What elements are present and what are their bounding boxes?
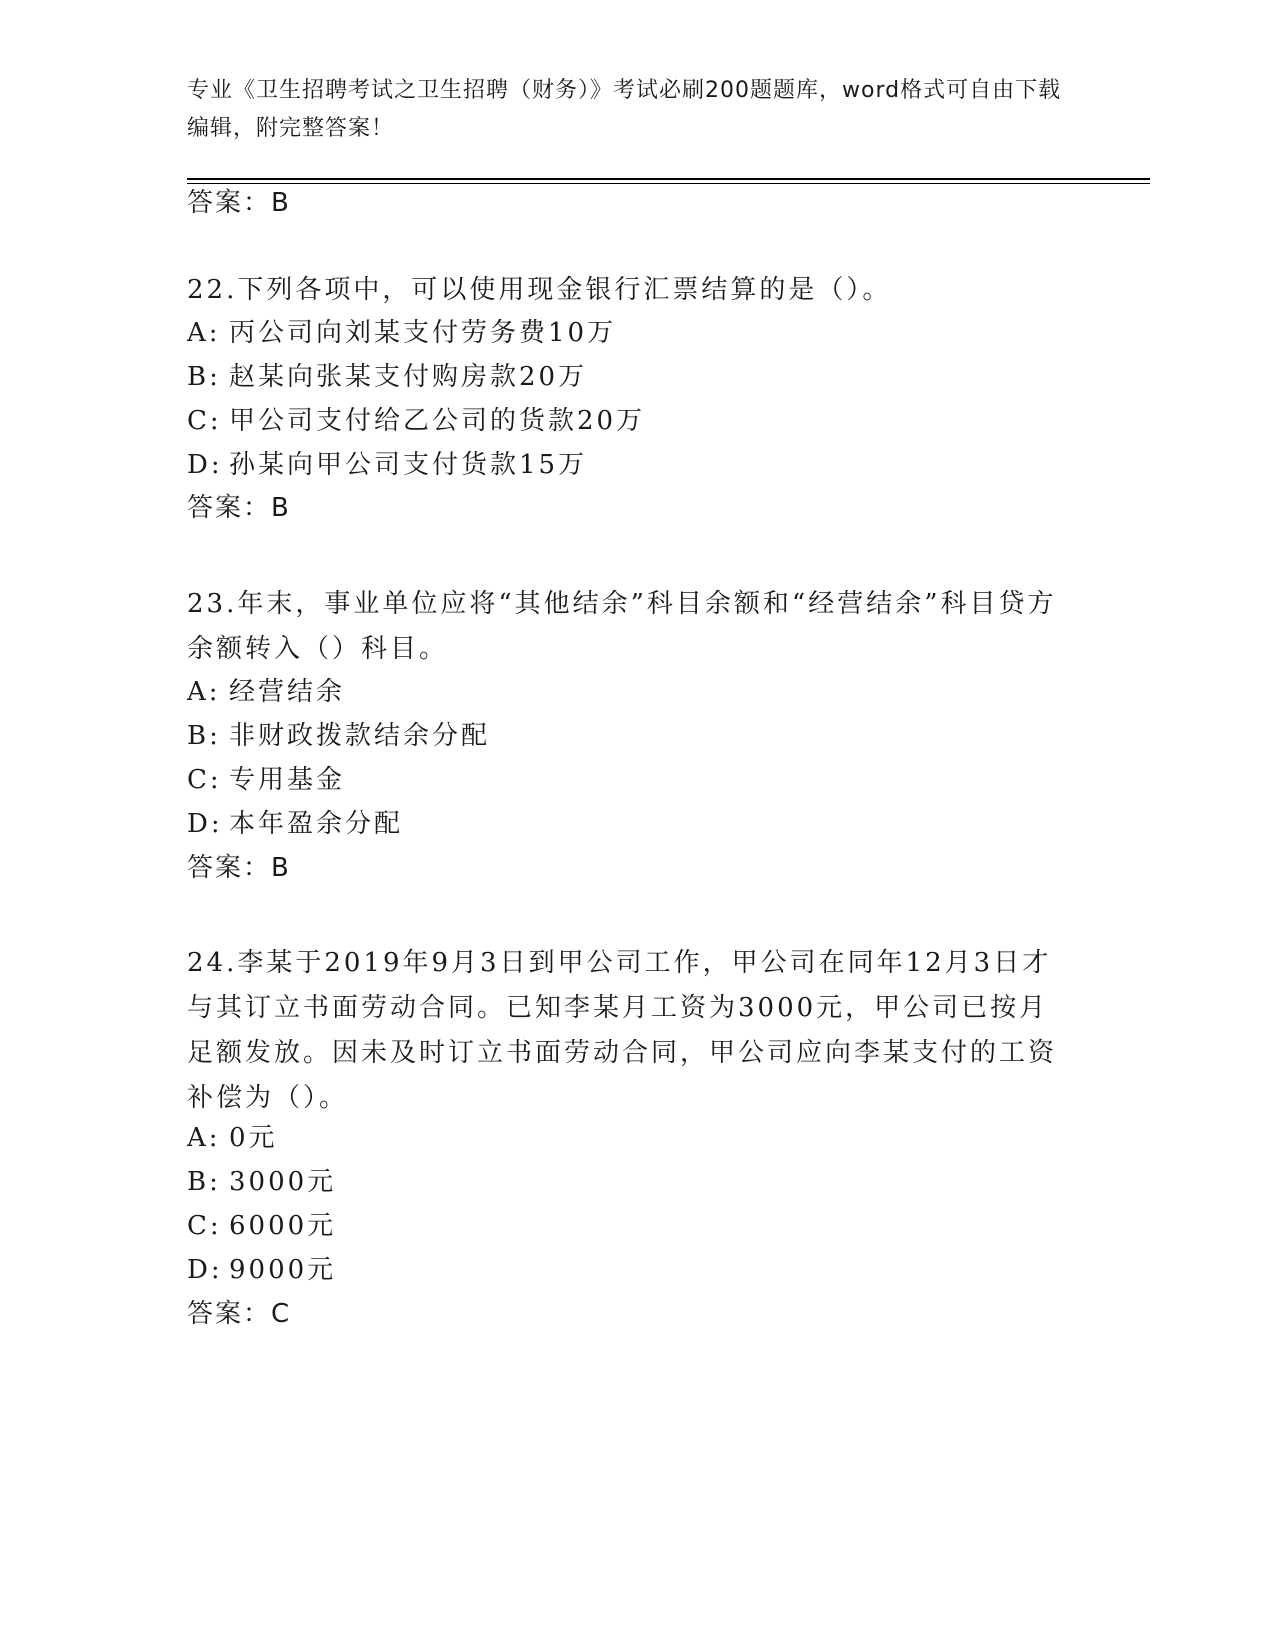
question-22-answer: 答案：B [187, 493, 291, 523]
question-24-stem: 24.李某于2019年9月3日到甲公司工作，甲公司在同年12月3日才与其订立书面劳动合同。已知李某月工资为3000元，甲公司已按月足额发放。因未及时订立书面劳动合同，甲公司应向李某支付的工资补偿为（）。 [187, 948, 1058, 1113]
question-23-answer: 答案：B [187, 853, 291, 883]
document-header: 专业《卫生招聘考试之卫生招聘（财务）》考试必刷200题题库，word格式可自由下载编辑，附完整答案！ [187, 78, 1062, 141]
question-24-option-a [187, 1121, 278, 1155]
option-letter: A: [187, 1123, 221, 1153]
option-letter: B: [187, 721, 221, 751]
option-text: 本年盈余分配 [229, 809, 404, 839]
option-text: 9000元 [229, 1255, 337, 1285]
option-text: 专用基金 [229, 765, 346, 795]
header-divider-thin [187, 183, 1150, 184]
option-text: 赵某向张某支付购房款20万 [229, 362, 588, 392]
option-text: 3000元 [229, 1167, 337, 1197]
option-letter: C: [187, 765, 222, 795]
question-22-option-b [187, 360, 587, 394]
question-24-option-d [187, 1253, 336, 1287]
option-letter: D: [187, 809, 223, 839]
question-23-stem: 23.年末，事业单位应将“其他结余”科目余额和“经营结余”科目贷方余额转入（）科目。 [187, 589, 1057, 664]
question-22-option-a [187, 316, 616, 350]
option-letter: D: [187, 1255, 223, 1285]
question-24-answer: 答案：C [187, 1299, 292, 1329]
option-text: 丙公司向刘某支付劳务费10万 [229, 318, 617, 348]
option-letter: D: [187, 450, 223, 480]
question-22-option-d [187, 448, 587, 482]
option-letter: A: [187, 677, 221, 707]
question-22-option-c [187, 404, 645, 438]
option-letter: C: [187, 1211, 222, 1241]
option-text: 6000元 [229, 1211, 337, 1241]
option-text: 甲公司支付给乙公司的货款20万 [229, 406, 646, 436]
previous-answer: 答案：B [187, 188, 291, 218]
option-text: 0元 [229, 1123, 278, 1153]
option-letter: A: [187, 318, 221, 348]
question-24-option-b [187, 1165, 336, 1199]
option-letter: C: [187, 406, 222, 436]
question-23-option-a [187, 675, 345, 709]
option-text: 经营结余 [229, 677, 346, 707]
header-divider-thick [187, 178, 1150, 180]
option-letter: B: [187, 362, 221, 392]
question-22-stem: 22.下列各项中，可以使用现金银行汇票结算的是（）。 [187, 275, 892, 305]
option-text: 孙某向甲公司支付货款15万 [229, 450, 588, 480]
question-23-option-d [187, 807, 403, 841]
question-24-option-c [187, 1209, 336, 1243]
question-23-option-b [187, 719, 490, 753]
option-text: 非财政拨款结余分配 [229, 721, 491, 751]
question-23-option-c [187, 763, 345, 797]
option-letter: B: [187, 1167, 221, 1197]
